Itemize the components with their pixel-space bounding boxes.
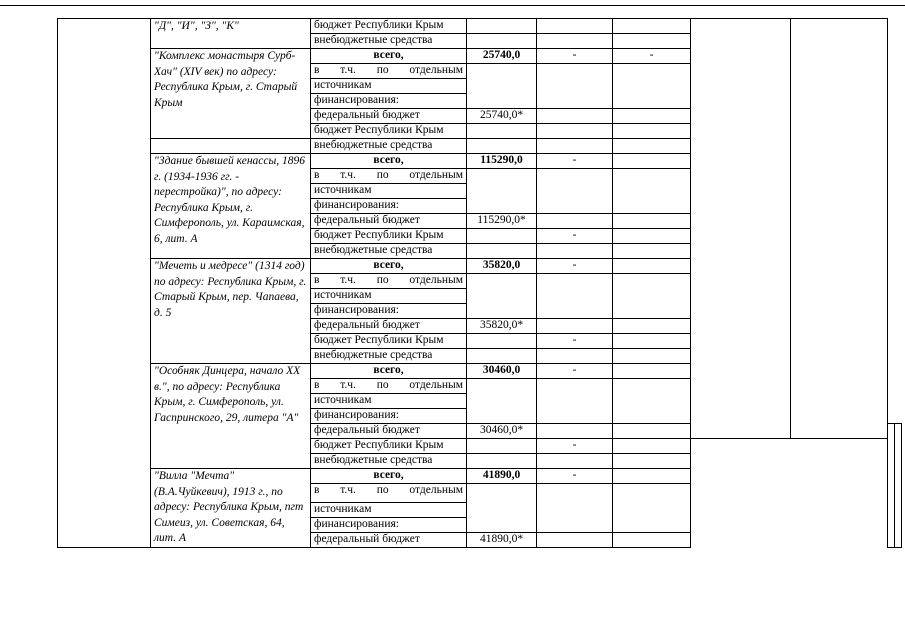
incl-label: финансирования: (311, 304, 467, 319)
incl-label: источникам (311, 184, 467, 199)
row-label-regional: бюджет Республики Крым (311, 439, 467, 454)
dash: - (537, 364, 613, 379)
total-label: всего, (311, 364, 467, 379)
total-value: 30460,0 (467, 364, 537, 379)
row-label-federal: федеральный бюджет (311, 109, 467, 124)
federal-value: 25740,0* (467, 109, 537, 124)
incl-label: финансирования: (311, 94, 467, 109)
incl-label: финансирования: (311, 199, 467, 214)
row-label-extra: внебюджетные средства (311, 244, 467, 259)
incl-label: источникам (311, 79, 467, 94)
dash: - (537, 259, 613, 274)
total-label: всего, (311, 469, 467, 484)
col-extra-2 (895, 424, 902, 548)
incl-label: источникам (311, 289, 467, 304)
dash: - (537, 229, 613, 244)
dash (613, 364, 691, 379)
row-label-federal: федеральный бюджет (311, 532, 467, 547)
object-name: "Мечеть и медресе" (1314 год) по адресу: Республика Крым, г. Старый Крым, пер. Чапаева, д. 5 (151, 259, 311, 364)
object-name: "Здание бывшей кенассы, 1896 г. (1934-1936 гг. - перестройка)", по адресу: Республика Крым, г. Симферополь, ул. Караимская, 6, лит. А (151, 154, 311, 259)
dash (613, 154, 691, 169)
federal-value: 35820,0* (467, 319, 537, 334)
row-label-extra: внебюджетные средства (311, 349, 467, 364)
row-label-extra: внебюджетные средства (311, 34, 467, 49)
incl-label: в т.ч. по отдельным (311, 379, 467, 394)
object-name: "Комплекс монастыря Сурб-Хач" (XIV век) по адресу: Республика Крым, г. Старый Крым (151, 49, 311, 139)
row-label-federal: федеральный бюджет (311, 424, 467, 439)
total-label: всего, (311, 49, 467, 64)
col-extra-1 (691, 19, 791, 439)
row-label-extra: внебюджетные средства (311, 139, 467, 154)
dash: - (537, 49, 613, 64)
dash (537, 124, 613, 139)
row-label-regional: бюджет Республики Крым (311, 334, 467, 349)
total-value: 25740,0 (467, 49, 537, 64)
incl-label: в т.ч. по отдельным (311, 169, 467, 184)
incl-label: в т.ч. по отдельным (311, 484, 467, 503)
row-label-federal: федеральный бюджет (311, 214, 467, 229)
dash: - (613, 49, 691, 64)
row-label-regional: бюджет Республики Крым (311, 124, 467, 139)
incl-label: в т.ч. по отдельным (311, 274, 467, 289)
object-name: "Особняк Динцера, начало XX в.", по адресу: Республика Крым, г. Симферополь, ул. Гаспринского, 29, литера "А" (151, 364, 311, 469)
incl-label: финансирования: (311, 517, 467, 532)
dash: - (537, 154, 613, 169)
object-name: "Д", "И", "З", "К" (151, 19, 311, 49)
dash: - (537, 469, 613, 484)
col-number (58, 19, 151, 548)
incl-label: в т.ч. по отдельным (311, 64, 467, 79)
incl-label: финансирования: (311, 409, 467, 424)
dash (613, 259, 691, 274)
col-extra-1 (888, 424, 895, 548)
dash: - (537, 439, 613, 454)
object-name: "Вилла "Мечта" (В.А.Чуйкевич), 1913 г., по адресу: Республика Крым, пгт Симеиз, ул. Советская, 64, лит. А (151, 469, 311, 548)
total-label: всего, (311, 154, 467, 169)
row-label-federal: федеральный бюджет (311, 319, 467, 334)
incl-label: источникам (311, 502, 467, 517)
total-value: 41890,0 (467, 469, 537, 484)
total-label: всего, (311, 259, 467, 274)
financing-table (57, 18, 902, 548)
federal-value: 115290,0* (467, 214, 537, 229)
dash: - (537, 334, 613, 349)
row-label-regional: бюджет Республики Крым (311, 229, 467, 244)
incl-label: источникам (311, 394, 467, 409)
federal-value: 30460,0* (467, 424, 537, 439)
total-value: 115290,0 (467, 154, 537, 169)
row-label-regional: бюджет Республики Крым (311, 19, 467, 34)
row-label-extra: внебюджетные средства (311, 454, 467, 469)
top-rule (0, 5, 905, 6)
col-extra-2 (791, 19, 888, 439)
total-value: 35820,0 (467, 259, 537, 274)
federal-value: 41890,0* (467, 532, 537, 547)
